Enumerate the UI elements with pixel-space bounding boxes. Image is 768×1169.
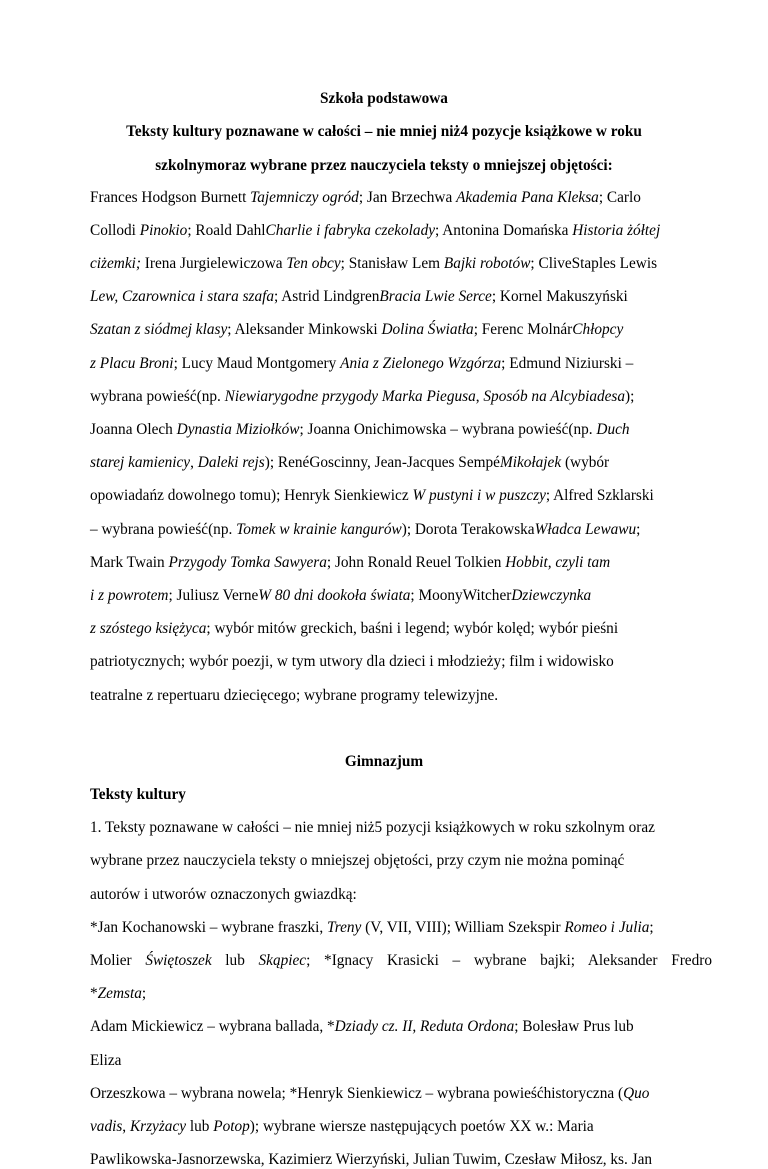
section2-line-6 xyxy=(90,985,146,1003)
section2-line-7 xyxy=(90,1018,634,1036)
book-title: Lew, Czarownica i stara szafa xyxy=(90,288,275,305)
section1-line-4 xyxy=(90,288,628,306)
book-title: Pinokio xyxy=(139,222,188,239)
text-run: ; Antonina Domańska xyxy=(435,222,573,239)
book-title: starej kamienicy xyxy=(90,454,191,471)
section2-line-1: 1. Teksty poznawane w całości – nie mniej niż5 pozycji książkowych w roku szkolnym oraz xyxy=(90,819,655,837)
section1-line-2 xyxy=(90,222,660,240)
section2-line-10 xyxy=(90,1118,594,1136)
book-title: Tajemniczy ogród xyxy=(250,189,359,206)
book-title: Daleki rejs xyxy=(197,454,265,471)
text-run: , xyxy=(122,1118,130,1135)
book-title: Charlie i fabryka czekolady xyxy=(265,222,436,239)
text-run: ; Carlo xyxy=(598,189,641,206)
book-title: Świętoszek xyxy=(145,952,212,969)
book-title: Niewiarygodne przygody Marka Piegusa xyxy=(224,388,476,405)
text-run: ; Juliusz Verne xyxy=(168,587,259,604)
book-title: z Placu Broni xyxy=(90,355,174,372)
text-run: – wybrana powieść(np. xyxy=(90,521,237,538)
book-title: Quo xyxy=(623,1084,650,1102)
book-title: Dynastia Miziołków xyxy=(176,421,300,438)
text-run: , xyxy=(190,454,198,471)
text-run: ; xyxy=(649,918,654,936)
book-title: Skąpiec xyxy=(258,952,307,969)
text-run: lub xyxy=(211,952,259,969)
text-run: ; Alfred Szklarski xyxy=(545,487,654,504)
text-run: ; CliveStaples Lewis xyxy=(530,255,658,272)
text-run: Frances Hodgson Burnett xyxy=(90,189,251,206)
text-run: ; *Ignacy Krasicki – wybrane bajki; Aleksander Fredro xyxy=(306,952,712,969)
section1-line-7 xyxy=(90,388,634,406)
text-run: ; Lucy Maud Montgomery xyxy=(173,355,341,372)
book-title: z szóstego księżyca xyxy=(90,620,207,637)
text-run: ); xyxy=(625,388,635,405)
text-run: Collodi xyxy=(90,222,140,239)
book-title: Duch xyxy=(596,421,630,438)
book-title: W 80 dni dookoła świata xyxy=(258,587,411,604)
section1-heading: Szkoła podstawowa xyxy=(320,90,448,107)
book-title: Ten obcy xyxy=(286,255,341,272)
section1-subheading-line1: Teksty kultury poznawane w całości – nie mniej niż4 pozycje książkowe w roku xyxy=(126,123,642,140)
section2-heading: Gimnazjum xyxy=(344,753,424,770)
text-run: ; Astrid Lindgren xyxy=(274,288,380,305)
text-run: ; Bolesław Prus lub xyxy=(514,1018,634,1036)
book-title: Sposób na Alcybiadesa xyxy=(483,388,626,405)
book-title: Romeo i Julia xyxy=(564,918,650,936)
section1-line-8 xyxy=(90,421,630,439)
section1-line-13 xyxy=(90,587,591,605)
section1-line-5 xyxy=(90,321,623,339)
text-run: ; xyxy=(141,985,147,1003)
text-run: , xyxy=(475,388,484,405)
book-title: Krzyżacy xyxy=(129,1118,187,1135)
text-run: Joanna Olech xyxy=(90,421,177,438)
text-run: ; Jan Brzechwa xyxy=(358,189,457,206)
text-run: (V, VII, VIII); William Szekspir xyxy=(361,918,565,936)
text-run: opowiadańz dowolnego tomu); Henryk Sienkiewicz xyxy=(90,487,413,504)
text-run: * xyxy=(90,985,98,1003)
text-run: (wybór xyxy=(561,454,610,471)
section1-line-14 xyxy=(90,620,618,638)
book-title: Dziewczynka xyxy=(511,587,592,604)
text-run: Molier xyxy=(90,952,146,969)
text-run: ; Stanisław Lem xyxy=(340,255,444,272)
section1-line-12 xyxy=(90,554,610,572)
section1-line-15: patriotycznych; wybór poezji, w tym utwory dla dzieci i młodzieży; film i widowisko xyxy=(90,653,614,670)
section1-line-16: teatralne z repertuaru dziecięcego; wybrane programy telewizyjne. xyxy=(90,687,499,704)
section2-line-5 xyxy=(90,952,712,970)
text-run: ; Roald Dahl xyxy=(187,222,266,239)
section1-line-10 xyxy=(90,487,654,505)
book-title: ciżemki; xyxy=(90,255,141,272)
book-title: Szatan z siódmej klasy xyxy=(90,321,228,338)
text-run: Irena Jurgielewiczowa xyxy=(140,255,287,272)
text-run: lub xyxy=(186,1118,214,1135)
section1-line-1 xyxy=(90,189,641,207)
book-title: Ania z Zielonego Wzgórza xyxy=(340,355,502,372)
book-title: Bajki robotów xyxy=(443,255,531,272)
section1-line-3 xyxy=(90,255,657,273)
text-run: ); Dorota Terakowska xyxy=(401,521,535,538)
section2-line-3: autorów i utworów oznaczonych gwiazdką: xyxy=(90,885,357,903)
text-run: ); wybrane wiersze następujących poetów XX w.: Maria xyxy=(249,1118,594,1135)
text-run: ; Joanna Onichimowska – wybrana powieść(np. xyxy=(299,421,597,438)
book-title: Hobbit, czyli tam xyxy=(505,554,611,571)
book-title: Historia żółtej xyxy=(572,222,661,239)
book-title: Dziady cz. II, Reduta Ordona xyxy=(334,1018,515,1036)
section1-line-6 xyxy=(90,355,633,373)
book-title: W pustyni i w puszczy xyxy=(412,487,546,504)
book-title: Zemsta xyxy=(97,985,142,1003)
book-title: i z powrotem xyxy=(90,587,169,604)
text-run: ; MoonyWitcher xyxy=(410,587,512,604)
section2-line-4 xyxy=(90,919,654,937)
section1-subheading-line2: szkolnymoraz wybrane przez nauczyciela teksty o mniejszej objętości: xyxy=(155,157,613,174)
section2-line-2: wybrane przez nauczyciela teksty o mniejszej objętości, przy czym nie można pominąć xyxy=(90,852,625,870)
book-title: Władca Lewawu xyxy=(534,521,637,538)
text-run: ; Aleksander Minkowski xyxy=(227,321,382,338)
text-run: Adam Mickiewicz – wybrana ballada, * xyxy=(90,1018,335,1036)
book-title: Treny xyxy=(327,918,362,936)
book-title: Chłopcy xyxy=(572,321,624,338)
text-run: ; Ferenc Molnár xyxy=(473,321,573,338)
text-run: *Jan Kochanowski – wybrane fraszki, xyxy=(90,918,328,936)
text-run: ; wybór mitów greckich, baśni i legend; wybór kolęd; wybór pieśni xyxy=(206,620,619,637)
section1-line-11 xyxy=(90,521,640,539)
text-run: ; Edmund Niziurski – xyxy=(501,355,634,372)
section2-line-11: Pawlikowska-Jasnorzewska, Kazimierz Wierzyński, Julian Tuwim, Czesław Miłosz, ks. Jan xyxy=(90,1151,653,1169)
text-run: ; xyxy=(636,521,641,538)
section2-subheading: Teksty kultury xyxy=(90,786,186,803)
book-title: Bracia Lwie Serce xyxy=(379,288,492,305)
text-run: wybrana powieść(np. xyxy=(90,388,225,405)
section2-line-9 xyxy=(90,1085,649,1103)
book-title: Dolina Światła xyxy=(381,321,474,338)
text-run: Mark Twain xyxy=(90,554,169,571)
book-title: Mikołajek xyxy=(499,454,562,471)
book-title: vadis xyxy=(90,1118,123,1135)
section1-line-9 xyxy=(90,454,609,472)
text-run: ); RenéGoscinny, Jean-Jacques Sempé xyxy=(264,454,500,471)
book-title: Akademia Pana Kleksa xyxy=(456,189,599,206)
book-title: Potop xyxy=(213,1118,250,1135)
book-title: Tomek w krainie kangurów xyxy=(236,521,402,538)
section2-line-8: Eliza xyxy=(90,1051,122,1069)
text-run: ; John Ronald Reuel Tolkien xyxy=(326,554,506,571)
text-run: ; Kornel Makuszyński xyxy=(491,288,628,305)
book-title: Przygody Tomka Sawyera xyxy=(168,554,327,571)
text-run: Orzeszkowa – wybrana nowela; *Henryk Sienkiewicz – wybrana powieśćhistoryczna ( xyxy=(90,1084,624,1102)
